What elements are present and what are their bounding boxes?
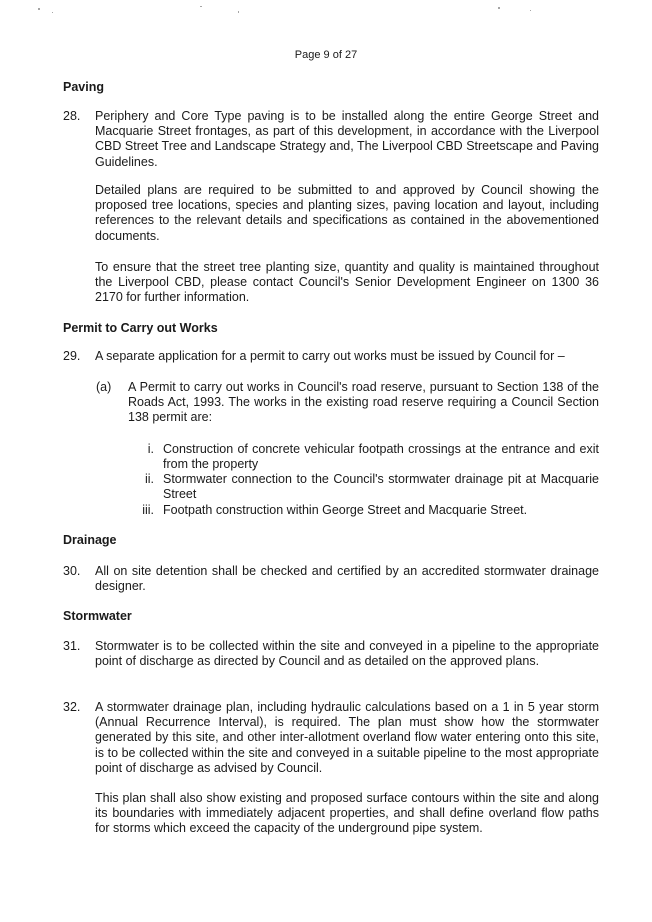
roman-item-text: Construction of concrete vehicular footpath crossings at the entrance and exit from the property xyxy=(163,442,599,472)
item-number-29: 29. xyxy=(63,349,81,363)
roman-item-text: Footpath construction within George Street and Macquarie Street. xyxy=(163,503,528,517)
item-28-paragraph-3: To ensure that the street tree planting size, quantity and quality is maintained throughout the Liverpool CBD, please contact Council's Senior Development Engineer on 1300 36 2170 for further information. xyxy=(95,260,599,305)
heading-paving: Paving xyxy=(63,80,104,94)
item-28-paragraph-2: Detailed plans are required to be submitted to and approved by Council showing the proposed tree locations, species and planting sizes, paving location and layout, including references to the relevant details and specifications as contained in the abovementioned documents. xyxy=(95,183,599,243)
roman-item-text: Stormwater connection to the Council's stormwater drainage pit at Macquarie Street xyxy=(163,472,599,502)
sub-item-a-label: (a) xyxy=(96,380,112,394)
item-30-text: All on site detention shall be checked and certified by an accredited stormwater drainage designer. xyxy=(95,564,599,594)
item-number-31: 31. xyxy=(63,639,81,653)
scan-speck xyxy=(530,10,531,11)
item-31-text: Stormwater is to be collected within the site and conveyed in a pipeline to the appropriate point of discharge as directed by Council and as detailed on the approved plans. xyxy=(95,639,599,669)
sub-item-a-text: A Permit to carry out works in Council's road reserve, pursuant to Section 138 of the Roads Act, 1993. The works in the existing road reserve requiring a Council Section 138 permit are: xyxy=(128,380,599,425)
scan-speck xyxy=(238,11,239,13)
item-28-paragraph-1: Periphery and Core Type paving is to be installed along the entire George Street and Macquarie Street frontages, as part of this development, in accordance with the Liverpool CBD Street Tree and Landscape Strategy and, The Liverpool CBD Streetscape and Paving Guidelines. xyxy=(95,109,599,169)
heading-drainage: Drainage xyxy=(63,533,117,547)
item-29-text: A separate application for a permit to carry out works must be issued by Council for – xyxy=(95,349,565,363)
scan-speck xyxy=(200,6,202,7)
roman-item-label: ii. xyxy=(144,472,154,486)
page-number: Page 9 of 27 xyxy=(294,49,358,61)
scan-speck xyxy=(52,12,53,13)
item-number-32: 32. xyxy=(63,700,81,714)
item-32-paragraph-1: A stormwater drainage plan, including hydraulic calculations based on a 1 in 5 year storm (Annual Recurrence Interval), is required. The plan must show how the stormwater generated by this site, and other inter-allotment overland flow water entering onto this site, is to be collected within the site and conveyed in a suitable pipeline to the most appropriate point of discharge as advised by Council. xyxy=(95,700,599,775)
item-number-30: 30. xyxy=(63,564,81,578)
scan-speck xyxy=(498,7,500,9)
item-number-28: 28. xyxy=(63,109,81,123)
roman-item-label: i. xyxy=(147,442,154,456)
heading-stormwater: Stormwater xyxy=(63,609,132,623)
scan-speck xyxy=(38,8,40,10)
item-32-paragraph-2: This plan shall also show existing and proposed surface contours within the site and along its boundaries with immediately adjacent properties, and shall define overland flow paths for storms which exceed the capacity of the underground pipe system. xyxy=(95,791,599,836)
heading-permit: Permit to Carry out Works xyxy=(63,321,218,335)
roman-item-label: iii. xyxy=(142,503,154,517)
